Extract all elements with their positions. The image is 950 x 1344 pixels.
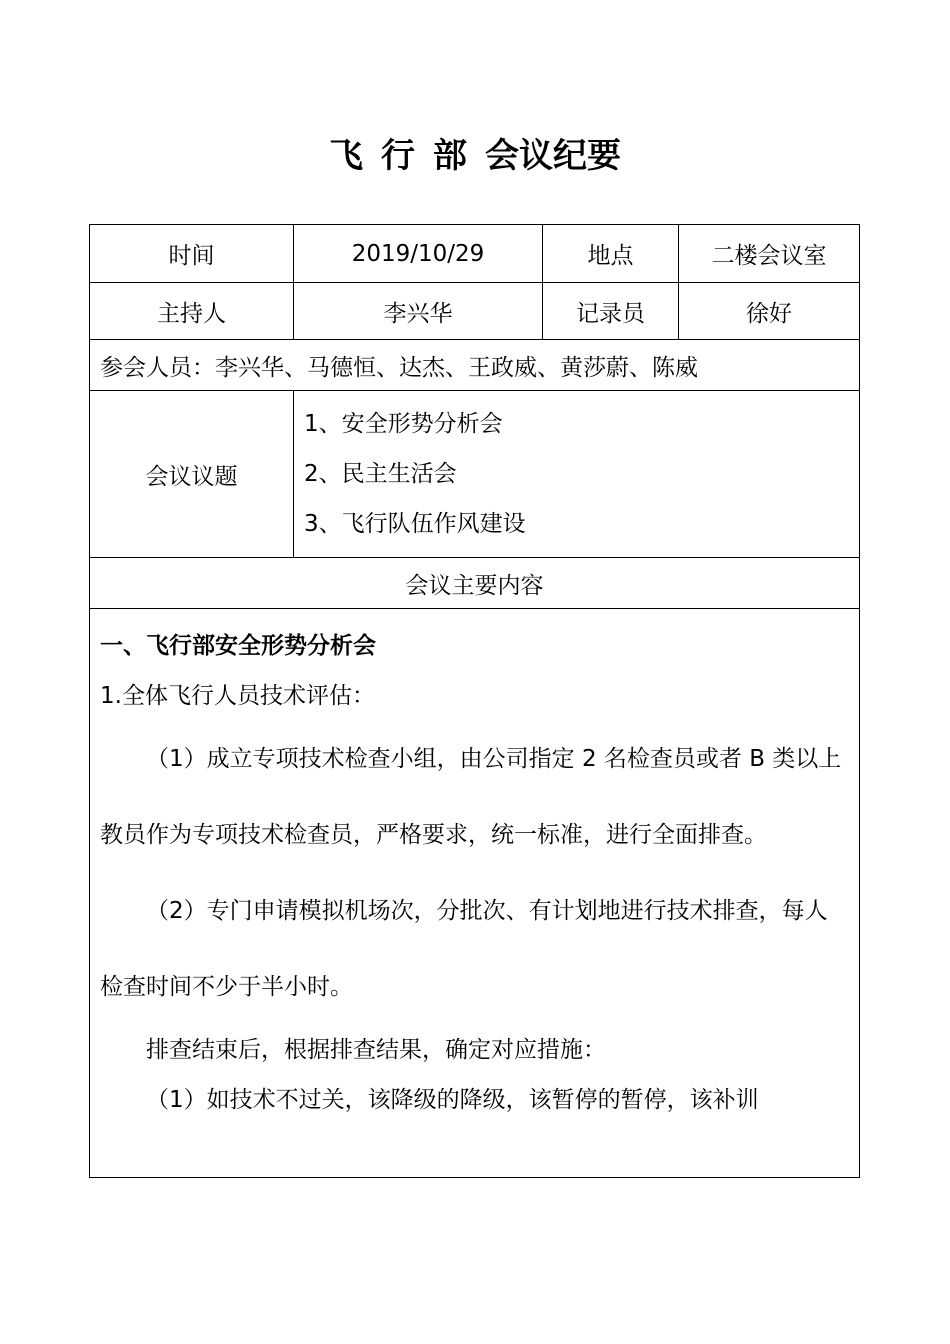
table-row (90, 391, 860, 558)
paragraph: （2）专门申请模拟机场次，分批次、有计划地进行技术排查，每人检查时间不少于半小时。 (100, 898, 828, 1000)
time-label: 时间 (90, 225, 294, 283)
table-row (90, 225, 860, 283)
attendees: 参会人员：李兴华、马德恒、达杰、王政威、黄莎蔚、陈威 (90, 340, 860, 391)
place-label: 地点 (543, 225, 679, 283)
topic-item: 2、民主生活会 (304, 461, 457, 487)
document-title (0, 128, 950, 177)
recorder-value: 徐好 (679, 283, 860, 340)
host-label: 主持人 (90, 283, 294, 340)
content-header: 会议主要内容 (90, 558, 860, 609)
host-value: 李兴华 (294, 283, 543, 340)
paragraph: （1）如技术不过关，该降级的降级，该暂停的暂停，该补训 (146, 1087, 759, 1113)
title-part-1: 飞 (329, 136, 363, 176)
topics-label: 会议议题 (90, 391, 294, 558)
section-heading: 一、飞行部安全形势分析会 (100, 633, 376, 659)
title-part-4: 会议纪要 (485, 136, 621, 176)
title-part-2: 行 (381, 136, 415, 176)
topics-list (294, 391, 860, 558)
recorder-label: 记录员 (543, 283, 679, 340)
table-row (90, 558, 860, 609)
place-value: 二楼会议室 (679, 225, 860, 283)
paragraph: （1）成立专项技术检查小组，由公司指定 2 名检查员或者 B 类以上教员作为专项技术检查员，严格要求，统一标准，进行全面排查。 (100, 746, 842, 848)
minutes-table (89, 224, 860, 1178)
content-body (90, 609, 860, 1178)
table-row (90, 609, 860, 1178)
topic-item: 1、安全形势分析会 (304, 411, 503, 437)
title-part-3: 部 (433, 136, 467, 176)
time-value: 2019/10/29 (294, 225, 543, 283)
item-heading: 1.全体飞行人员技术评估： (100, 683, 375, 709)
paragraph: 排查结束后，根据排查结果，确定对应措施： (146, 1037, 606, 1063)
table-row (90, 283, 860, 340)
topic-item: 3、飞行队伍作风建设 (304, 511, 526, 537)
table-row (90, 340, 860, 391)
